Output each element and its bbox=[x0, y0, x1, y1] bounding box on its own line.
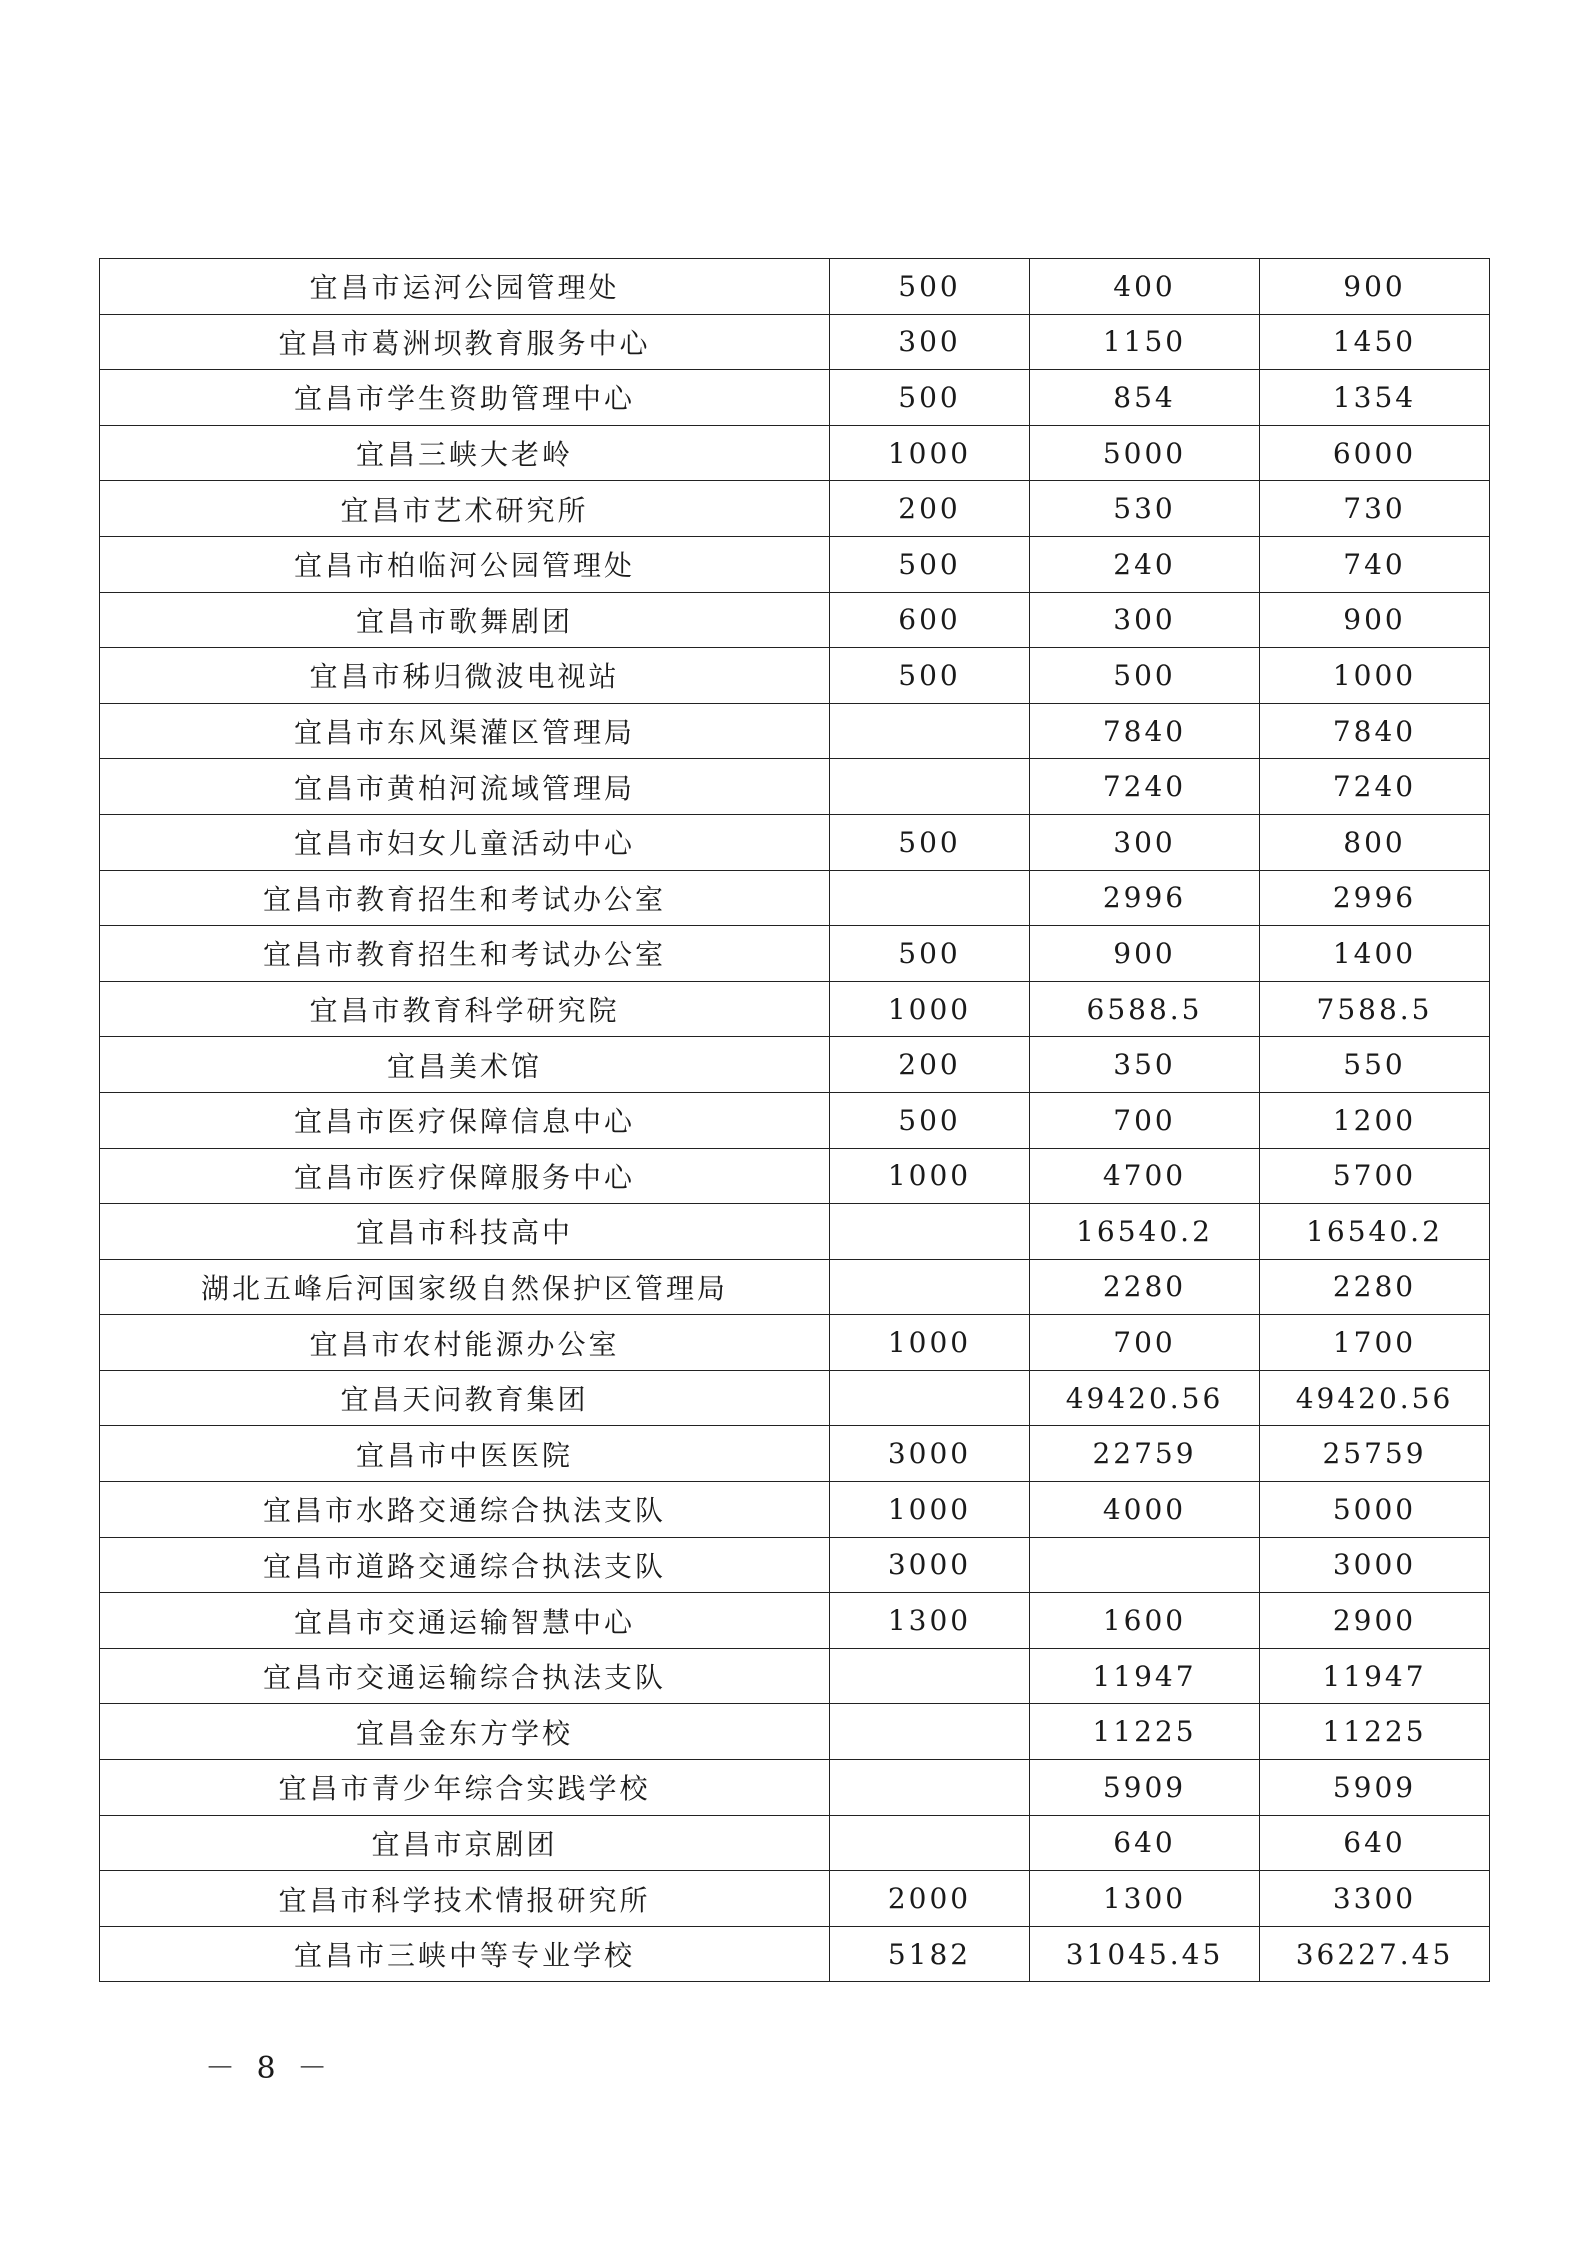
amount-cell-2: 700 bbox=[1030, 1092, 1260, 1148]
amount-cell-2: 31045.45 bbox=[1030, 1926, 1260, 1982]
unit-name-cell: 宜昌市艺术研究所 bbox=[100, 481, 830, 537]
table-row bbox=[100, 1092, 1490, 1148]
table-row bbox=[100, 481, 1490, 537]
amount-cell-1 bbox=[830, 1648, 1030, 1704]
total-cell: 25759 bbox=[1260, 1426, 1490, 1482]
unit-name-cell: 宜昌市三峡中等专业学校 bbox=[100, 1926, 830, 1982]
unit-name-cell: 宜昌市东风渠灌区管理局 bbox=[100, 703, 830, 759]
amount-cell-1 bbox=[830, 1760, 1030, 1816]
amount-cell-2: 11225 bbox=[1030, 1704, 1260, 1760]
total-cell: 800 bbox=[1260, 814, 1490, 870]
total-cell: 7240 bbox=[1260, 759, 1490, 815]
amount-cell-1 bbox=[830, 1204, 1030, 1260]
amount-cell-1: 1000 bbox=[830, 1148, 1030, 1204]
total-cell: 7588.5 bbox=[1260, 981, 1490, 1037]
total-cell: 2996 bbox=[1260, 870, 1490, 926]
amount-cell-1: 500 bbox=[830, 814, 1030, 870]
amount-cell-2: 2280 bbox=[1030, 1259, 1260, 1315]
amount-cell-1 bbox=[830, 703, 1030, 759]
amount-cell-2: 500 bbox=[1030, 648, 1260, 704]
amount-cell-1 bbox=[830, 1370, 1030, 1426]
unit-name-cell: 宜昌市黄柏河流域管理局 bbox=[100, 759, 830, 815]
total-cell: 640 bbox=[1260, 1815, 1490, 1871]
amount-cell-2: 900 bbox=[1030, 926, 1260, 982]
table-row bbox=[100, 1204, 1490, 1260]
total-cell: 1354 bbox=[1260, 370, 1490, 426]
unit-name-cell: 宜昌市歌舞剧团 bbox=[100, 592, 830, 648]
amount-cell-2: 2996 bbox=[1030, 870, 1260, 926]
table-row bbox=[100, 425, 1490, 481]
table-row bbox=[100, 1593, 1490, 1649]
amount-cell-1: 200 bbox=[830, 481, 1030, 537]
total-cell: 1400 bbox=[1260, 926, 1490, 982]
total-cell: 36227.45 bbox=[1260, 1926, 1490, 1982]
table-row bbox=[100, 1926, 1490, 1982]
amount-cell-2: 640 bbox=[1030, 1815, 1260, 1871]
unit-name-cell: 宜昌市科技高中 bbox=[100, 1204, 830, 1260]
table-row bbox=[100, 1426, 1490, 1482]
amount-cell-1 bbox=[830, 870, 1030, 926]
total-cell: 1450 bbox=[1260, 314, 1490, 370]
unit-name-cell: 宜昌市运河公园管理处 bbox=[100, 259, 830, 315]
total-cell: 11947 bbox=[1260, 1648, 1490, 1704]
unit-name-cell: 宜昌市交通运输综合执法支队 bbox=[100, 1648, 830, 1704]
total-cell: 740 bbox=[1260, 536, 1490, 592]
amount-cell-2: 300 bbox=[1030, 814, 1260, 870]
amount-cell-2: 350 bbox=[1030, 1037, 1260, 1093]
unit-name-cell: 宜昌市柏临河公园管理处 bbox=[100, 536, 830, 592]
unit-name-cell: 宜昌市青少年综合实践学校 bbox=[100, 1760, 830, 1816]
unit-name-cell: 宜昌市妇女儿童活动中心 bbox=[100, 814, 830, 870]
budget-table bbox=[99, 258, 1490, 1982]
table-row bbox=[100, 1537, 1490, 1593]
total-cell: 5700 bbox=[1260, 1148, 1490, 1204]
amount-cell-2: 6588.5 bbox=[1030, 981, 1260, 1037]
unit-name-cell: 宜昌市教育科学研究院 bbox=[100, 981, 830, 1037]
unit-name-cell: 宜昌市京剧团 bbox=[100, 1815, 830, 1871]
amount-cell-2: 1150 bbox=[1030, 314, 1260, 370]
unit-name-cell: 宜昌市医疗保障信息中心 bbox=[100, 1092, 830, 1148]
amount-cell-2: 1300 bbox=[1030, 1871, 1260, 1927]
table-row bbox=[100, 1037, 1490, 1093]
amount-cell-2: 22759 bbox=[1030, 1426, 1260, 1482]
amount-cell-2: 1600 bbox=[1030, 1593, 1260, 1649]
amount-cell-1: 2000 bbox=[830, 1871, 1030, 1927]
table-row bbox=[100, 1259, 1490, 1315]
amount-cell-2: 11947 bbox=[1030, 1648, 1260, 1704]
amount-cell-1: 1000 bbox=[830, 981, 1030, 1037]
total-cell: 3000 bbox=[1260, 1537, 1490, 1593]
total-cell: 2280 bbox=[1260, 1259, 1490, 1315]
amount-cell-2: 5000 bbox=[1030, 425, 1260, 481]
unit-name-cell: 宜昌市葛洲坝教育服务中心 bbox=[100, 314, 830, 370]
amount-cell-2: 16540.2 bbox=[1030, 1204, 1260, 1260]
amount-cell-1: 500 bbox=[830, 926, 1030, 982]
amount-cell-1: 500 bbox=[830, 1092, 1030, 1148]
unit-name-cell: 宜昌市科学技术情报研究所 bbox=[100, 1871, 830, 1927]
amount-cell-2: 700 bbox=[1030, 1315, 1260, 1371]
amount-cell-1 bbox=[830, 1259, 1030, 1315]
amount-cell-1 bbox=[830, 1815, 1030, 1871]
amount-cell-2: 854 bbox=[1030, 370, 1260, 426]
amount-cell-1: 500 bbox=[830, 259, 1030, 315]
total-cell: 5000 bbox=[1260, 1482, 1490, 1538]
amount-cell-2: 7240 bbox=[1030, 759, 1260, 815]
amount-cell-1: 300 bbox=[830, 314, 1030, 370]
table-row bbox=[100, 1815, 1490, 1871]
amount-cell-2: 530 bbox=[1030, 481, 1260, 537]
table-row bbox=[100, 1482, 1490, 1538]
total-cell: 49420.56 bbox=[1260, 1370, 1490, 1426]
page-number: － 8 － bbox=[205, 2051, 334, 2086]
table-body bbox=[100, 259, 1490, 1982]
table-row bbox=[100, 648, 1490, 704]
table-row bbox=[100, 1704, 1490, 1760]
amount-cell-2: 4000 bbox=[1030, 1482, 1260, 1538]
table-row bbox=[100, 259, 1490, 315]
amount-cell-1: 3000 bbox=[830, 1537, 1030, 1593]
table-row bbox=[100, 759, 1490, 815]
amount-cell-2: 400 bbox=[1030, 259, 1260, 315]
unit-name-cell: 宜昌市学生资助管理中心 bbox=[100, 370, 830, 426]
amount-cell-2: 5909 bbox=[1030, 1760, 1260, 1816]
table-row bbox=[100, 314, 1490, 370]
total-cell: 5909 bbox=[1260, 1760, 1490, 1816]
table-row bbox=[100, 536, 1490, 592]
amount-cell-2: 49420.56 bbox=[1030, 1370, 1260, 1426]
table-row bbox=[100, 1760, 1490, 1816]
unit-name-cell: 宜昌市中医医院 bbox=[100, 1426, 830, 1482]
amount-cell-2: 4700 bbox=[1030, 1148, 1260, 1204]
amount-cell-1: 500 bbox=[830, 648, 1030, 704]
total-cell: 16540.2 bbox=[1260, 1204, 1490, 1260]
table-row bbox=[100, 370, 1490, 426]
total-cell: 1700 bbox=[1260, 1315, 1490, 1371]
unit-name-cell: 宜昌三峡大老岭 bbox=[100, 425, 830, 481]
unit-name-cell: 湖北五峰后河国家级自然保护区管理局 bbox=[100, 1259, 830, 1315]
amount-cell-1: 500 bbox=[830, 536, 1030, 592]
total-cell: 2900 bbox=[1260, 1593, 1490, 1649]
table-row bbox=[100, 1648, 1490, 1704]
total-cell: 1200 bbox=[1260, 1092, 1490, 1148]
unit-name-cell: 宜昌市秭归微波电视站 bbox=[100, 648, 830, 704]
table-row bbox=[100, 981, 1490, 1037]
total-cell: 900 bbox=[1260, 592, 1490, 648]
unit-name-cell: 宜昌市道路交通综合执法支队 bbox=[100, 1537, 830, 1593]
unit-name-cell: 宜昌市交通运输智慧中心 bbox=[100, 1593, 830, 1649]
amount-cell-2: 7840 bbox=[1030, 703, 1260, 759]
table-row bbox=[100, 926, 1490, 982]
unit-name-cell: 宜昌市教育招生和考试办公室 bbox=[100, 926, 830, 982]
total-cell: 730 bbox=[1260, 481, 1490, 537]
amount-cell-1 bbox=[830, 1704, 1030, 1760]
unit-name-cell: 宜昌美术馆 bbox=[100, 1037, 830, 1093]
table-row bbox=[100, 1148, 1490, 1204]
amount-cell-1: 5182 bbox=[830, 1926, 1030, 1982]
table-row bbox=[100, 592, 1490, 648]
amount-cell-1 bbox=[830, 759, 1030, 815]
amount-cell-2: 240 bbox=[1030, 536, 1260, 592]
table-row bbox=[100, 1315, 1490, 1371]
amount-cell-1: 600 bbox=[830, 592, 1030, 648]
total-cell: 7840 bbox=[1260, 703, 1490, 759]
amount-cell-1: 3000 bbox=[830, 1426, 1030, 1482]
unit-name-cell: 宜昌市农村能源办公室 bbox=[100, 1315, 830, 1371]
unit-name-cell: 宜昌金东方学校 bbox=[100, 1704, 830, 1760]
total-cell: 11225 bbox=[1260, 1704, 1490, 1760]
amount-cell-1: 1000 bbox=[830, 1482, 1030, 1538]
unit-name-cell: 宜昌市教育招生和考试办公室 bbox=[100, 870, 830, 926]
amount-cell-2 bbox=[1030, 1537, 1260, 1593]
total-cell: 1000 bbox=[1260, 648, 1490, 704]
amount-cell-1: 200 bbox=[830, 1037, 1030, 1093]
table-row bbox=[100, 1871, 1490, 1927]
total-cell: 550 bbox=[1260, 1037, 1490, 1093]
table-row bbox=[100, 870, 1490, 926]
unit-name-cell: 宜昌天问教育集团 bbox=[100, 1370, 830, 1426]
unit-name-cell: 宜昌市医疗保障服务中心 bbox=[100, 1148, 830, 1204]
amount-cell-2: 300 bbox=[1030, 592, 1260, 648]
table-row bbox=[100, 814, 1490, 870]
amount-cell-1: 500 bbox=[830, 370, 1030, 426]
amount-cell-1: 1000 bbox=[830, 1315, 1030, 1371]
amount-cell-1: 1300 bbox=[830, 1593, 1030, 1649]
unit-name-cell: 宜昌市水路交通综合执法支队 bbox=[100, 1482, 830, 1538]
total-cell: 6000 bbox=[1260, 425, 1490, 481]
total-cell: 900 bbox=[1260, 259, 1490, 315]
table-row bbox=[100, 1370, 1490, 1426]
amount-cell-1: 1000 bbox=[830, 425, 1030, 481]
table-row bbox=[100, 703, 1490, 759]
total-cell: 3300 bbox=[1260, 1871, 1490, 1927]
